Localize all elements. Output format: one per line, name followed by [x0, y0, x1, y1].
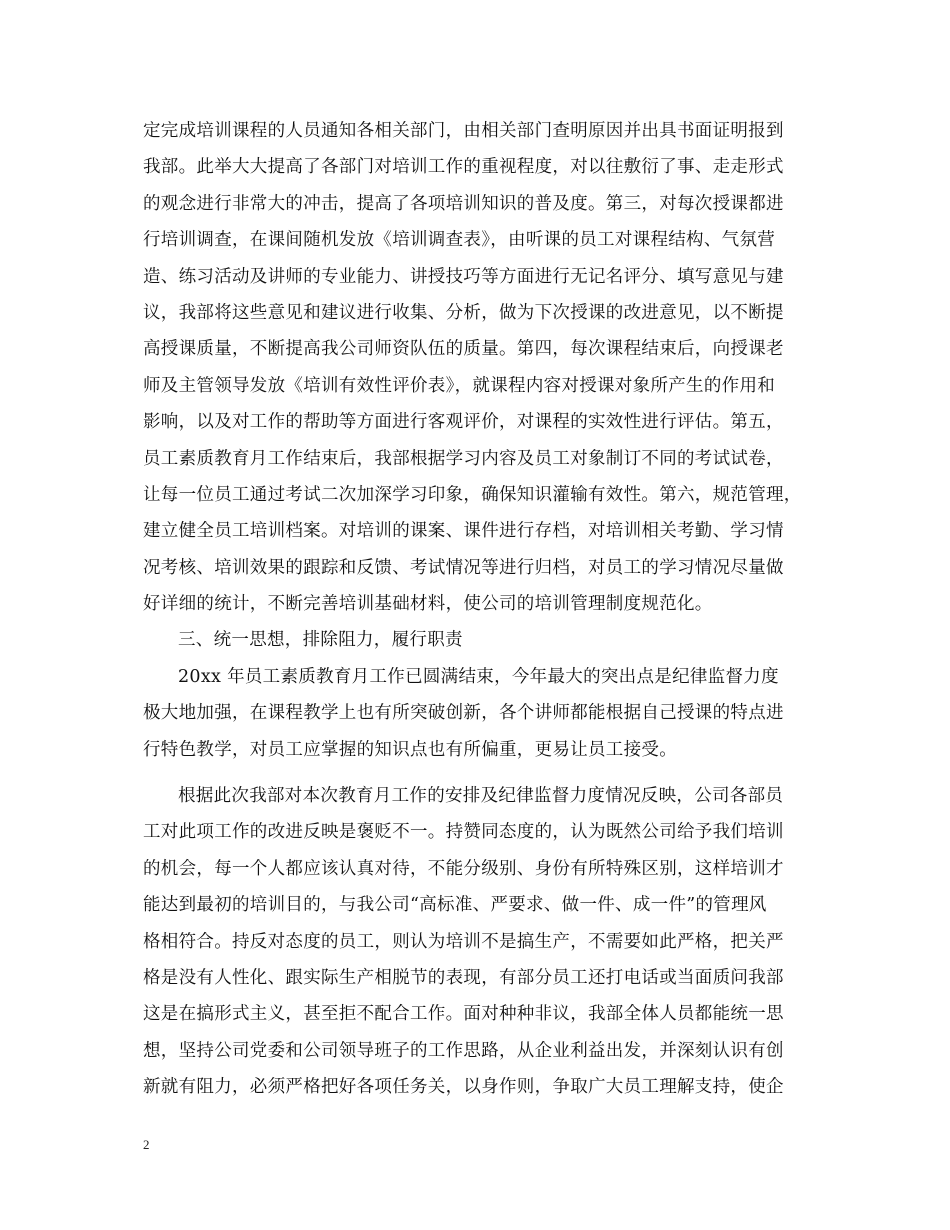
- text-line: 格是没有人性化、跟实际生产相脱节的表现，有部分员工还打电话或当面质问我部: [143, 967, 784, 988]
- text-line: 影响，以及对工作的帮助等方面进行客观评价，对课程的实效性进行评估。第五，: [143, 412, 784, 433]
- text-line: 的观念进行非常大的冲击，提高了各项培训知识的普及度。第三，对每次授课都进: [143, 193, 784, 214]
- body-text: [143, 113, 833, 1106]
- text-line: 根据此次我部对本次教育月工作的安排及纪律监督力度情况反映，公司各部员: [178, 786, 784, 807]
- text-line: 20xx 年员工素质教育月工作已圆满结束，今年最大的突出点是纪律监督力度: [178, 666, 779, 687]
- text-line: 况考核、培训效果的跟踪和反馈、考试情况等进行归档，对员工的学习情况尽量做: [143, 557, 784, 578]
- text-line: 建立健全员工培训档案。对培训的课案、课件进行存档，对培训相关考勤、学习情: [143, 521, 784, 542]
- section-heading: 三、统一思想，排除阻力，履行职责: [178, 630, 463, 651]
- text-line: 议，我部将这些意见和建议进行收集、分析，做为下次授课的改进意见，以不断提: [143, 302, 784, 323]
- text-line: 能达到最初的培训目的，与我公司“高标准、严要求、做一件、成一件”的管理风: [143, 895, 767, 916]
- text-line: 高授课质量，不断提高我公司师资队伍的质量。第四，每次课程结束后，向授课老: [143, 339, 784, 360]
- paragraph-spacer: [143, 768, 833, 778]
- text-line: 新就有阻力，必须严格把好各项任务关，以身作则，争取广大员工理解支持，使企: [143, 1077, 784, 1098]
- text-line: 让每一位员工通过考试二次加深学习印象，确保知识灌输有效性。第六，规范管理，: [143, 484, 802, 505]
- text-line: 这是在搞形式主义，甚至拒不配合工作。面对种种非议，我部全体人员都能统一思: [143, 1004, 784, 1025]
- text-line: 好详细的统计，不断完善培训基础材料，使公司的培训管理制度规范化。: [143, 594, 713, 615]
- text-line: 造、练习活动及讲师的专业能力、讲授技巧等方面进行无记名评分、填写意见与建: [143, 266, 784, 287]
- text-line: 员工素质教育月工作结束后，我部根据学习内容及员工对象制订不同的考试试卷，: [143, 448, 784, 469]
- page-number: 2: [143, 1137, 150, 1152]
- paragraph-3: [143, 778, 833, 1106]
- text-line: 师及主管领导发放《培训有效性评价表》，就课程内容对授课对象所产生的作用和: [143, 375, 776, 396]
- text-line: 我部。此举大大提高了各部门对培训工作的重视程度，对以往敷衍了事、走走形式: [143, 157, 784, 178]
- text-line: 工对此项工作的改进反映是褒贬不一。持赞同态度的，认为既然公司给予我们培训: [143, 822, 784, 843]
- text-line: 想，坚持公司党委和公司领导班子的工作思路，从企业利益出发，并深刻认识有创: [143, 1040, 784, 1061]
- text-line: 格相符合。持反对态度的员工，则认为培训不是搞生产，不需要如此严格，把关严: [143, 931, 784, 952]
- text-line: 极大地加强，在课程教学上也有所突破创新，各个讲师都能根据自己授课的特点进: [143, 703, 784, 724]
- text-line: 行培训调查，在课间随机发放《培训调查表》，由听课的员工对课程结构、气氛营: [143, 230, 776, 251]
- paragraph-2: [143, 659, 833, 768]
- text-line: 的机会，每一个人都应该认真对待，不能分级别、身份有所特殊区别，这样培训才: [143, 858, 784, 879]
- paragraph-1: [143, 113, 833, 622]
- text-line: 行特色教学，对员工应掌握的知识点也有所偏重，更易让员工接受。: [143, 739, 677, 760]
- text-line: 定完成培训课程的人员通知各相关部门，由相关部门查明原因并出具书面证明报到: [143, 121, 784, 141]
